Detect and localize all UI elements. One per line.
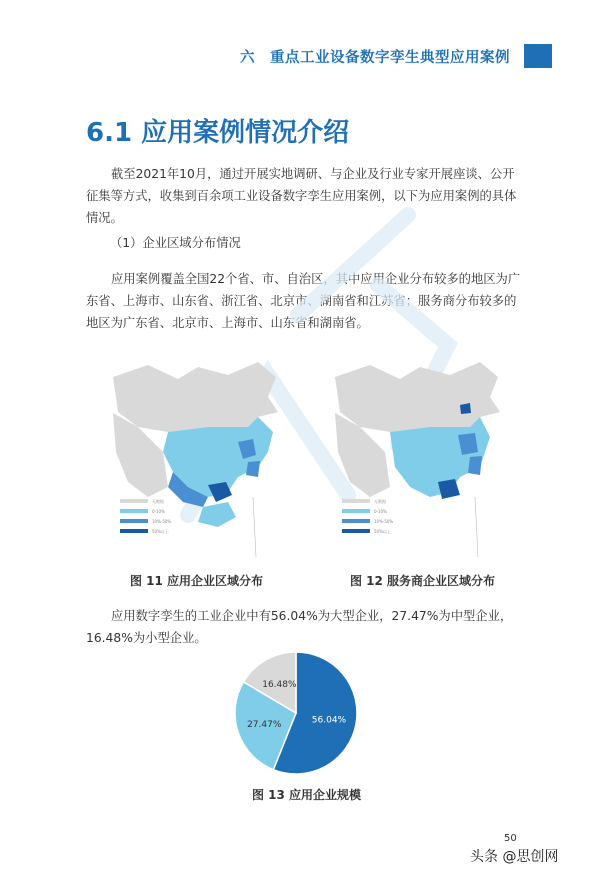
pie-data-label: 16.48% [262, 679, 297, 690]
map-region-high [438, 479, 460, 499]
section-title: 6.1 应用案例情况介绍 [86, 118, 350, 148]
chapter-header [240, 43, 552, 69]
figure-13-caption: 图 13 应用企业规模 [252, 788, 362, 802]
legend-label: 0-10% [152, 509, 165, 514]
page-number: 50 [504, 833, 517, 844]
footer-brand-text: 头条 @思创网 [470, 849, 559, 865]
figure-11-caption: 图 11 应用企业区域分布 [130, 574, 264, 588]
intro-paragraph: 截至2021年10月，通过开展实地调研、与企业及行业专家开展座谈、公开征集等方式，收集到百余项工业设备数字孪生应用案例，以下为应用案例的具体情况。 [86, 167, 517, 225]
map-service-providers [330, 357, 505, 569]
legend-label: 无数据 [152, 499, 164, 504]
map-region-nodata [113, 362, 278, 432]
legend-swatch-low [120, 509, 148, 513]
pie-data-label: 27.47% [247, 719, 282, 730]
map-legend [342, 498, 393, 534]
figure-12-caption: 图 12 服务商企业区域分布 [350, 574, 496, 588]
map-application-enterprises [108, 357, 283, 569]
legend-swatch-low [342, 509, 370, 513]
sea-boundary-line [475, 497, 478, 557]
map-region-low [198, 502, 236, 527]
legend-swatch-nodata [120, 499, 148, 503]
subhead-region: （1）企业区域分布情况 [110, 236, 241, 250]
map-region-mid [246, 461, 260, 477]
pie-chart [233, 650, 359, 776]
map-region-mid [468, 456, 482, 475]
chapter-title: 六 重点工业设备数字孪生典型应用案例 [240, 49, 510, 66]
legend-label: 0-10% [374, 509, 387, 514]
header-accent-block [524, 44, 552, 68]
map-region-nodata [335, 362, 500, 432]
scale-paragraph: 应用数字孪生的工业企业中有56.04%为大型企业，27.47%为中型企业，16.48%为小型企业。 [86, 609, 513, 645]
sea-boundary-line [253, 497, 256, 557]
legend-label: 50%以上 [374, 529, 391, 534]
legend-label: 10%-50% [374, 519, 394, 524]
legend-swatch-high [342, 529, 370, 533]
legend-label: 无数据 [374, 499, 386, 504]
legend-swatch-mid [342, 519, 370, 523]
legend-swatch-nodata [342, 499, 370, 503]
pie-chart-container [233, 650, 359, 776]
legend-swatch-high [120, 529, 148, 533]
region-paragraph: 应用案例覆盖全国22个省、市、自治区，其中应用企业分布较多的地区为广东省、上海市、山东省、浙江省、北京市、湖南省和江苏省；服务商分布较多的地区为广东省、北京市、上海市、山东省和湖南省。 [86, 272, 521, 330]
legend-label: 50%以上 [152, 529, 169, 534]
legend-label: 10%-50% [152, 519, 172, 524]
pie-data-label: 56.04% [311, 715, 347, 726]
legend-swatch-mid [120, 519, 148, 523]
map-legend [120, 498, 171, 534]
